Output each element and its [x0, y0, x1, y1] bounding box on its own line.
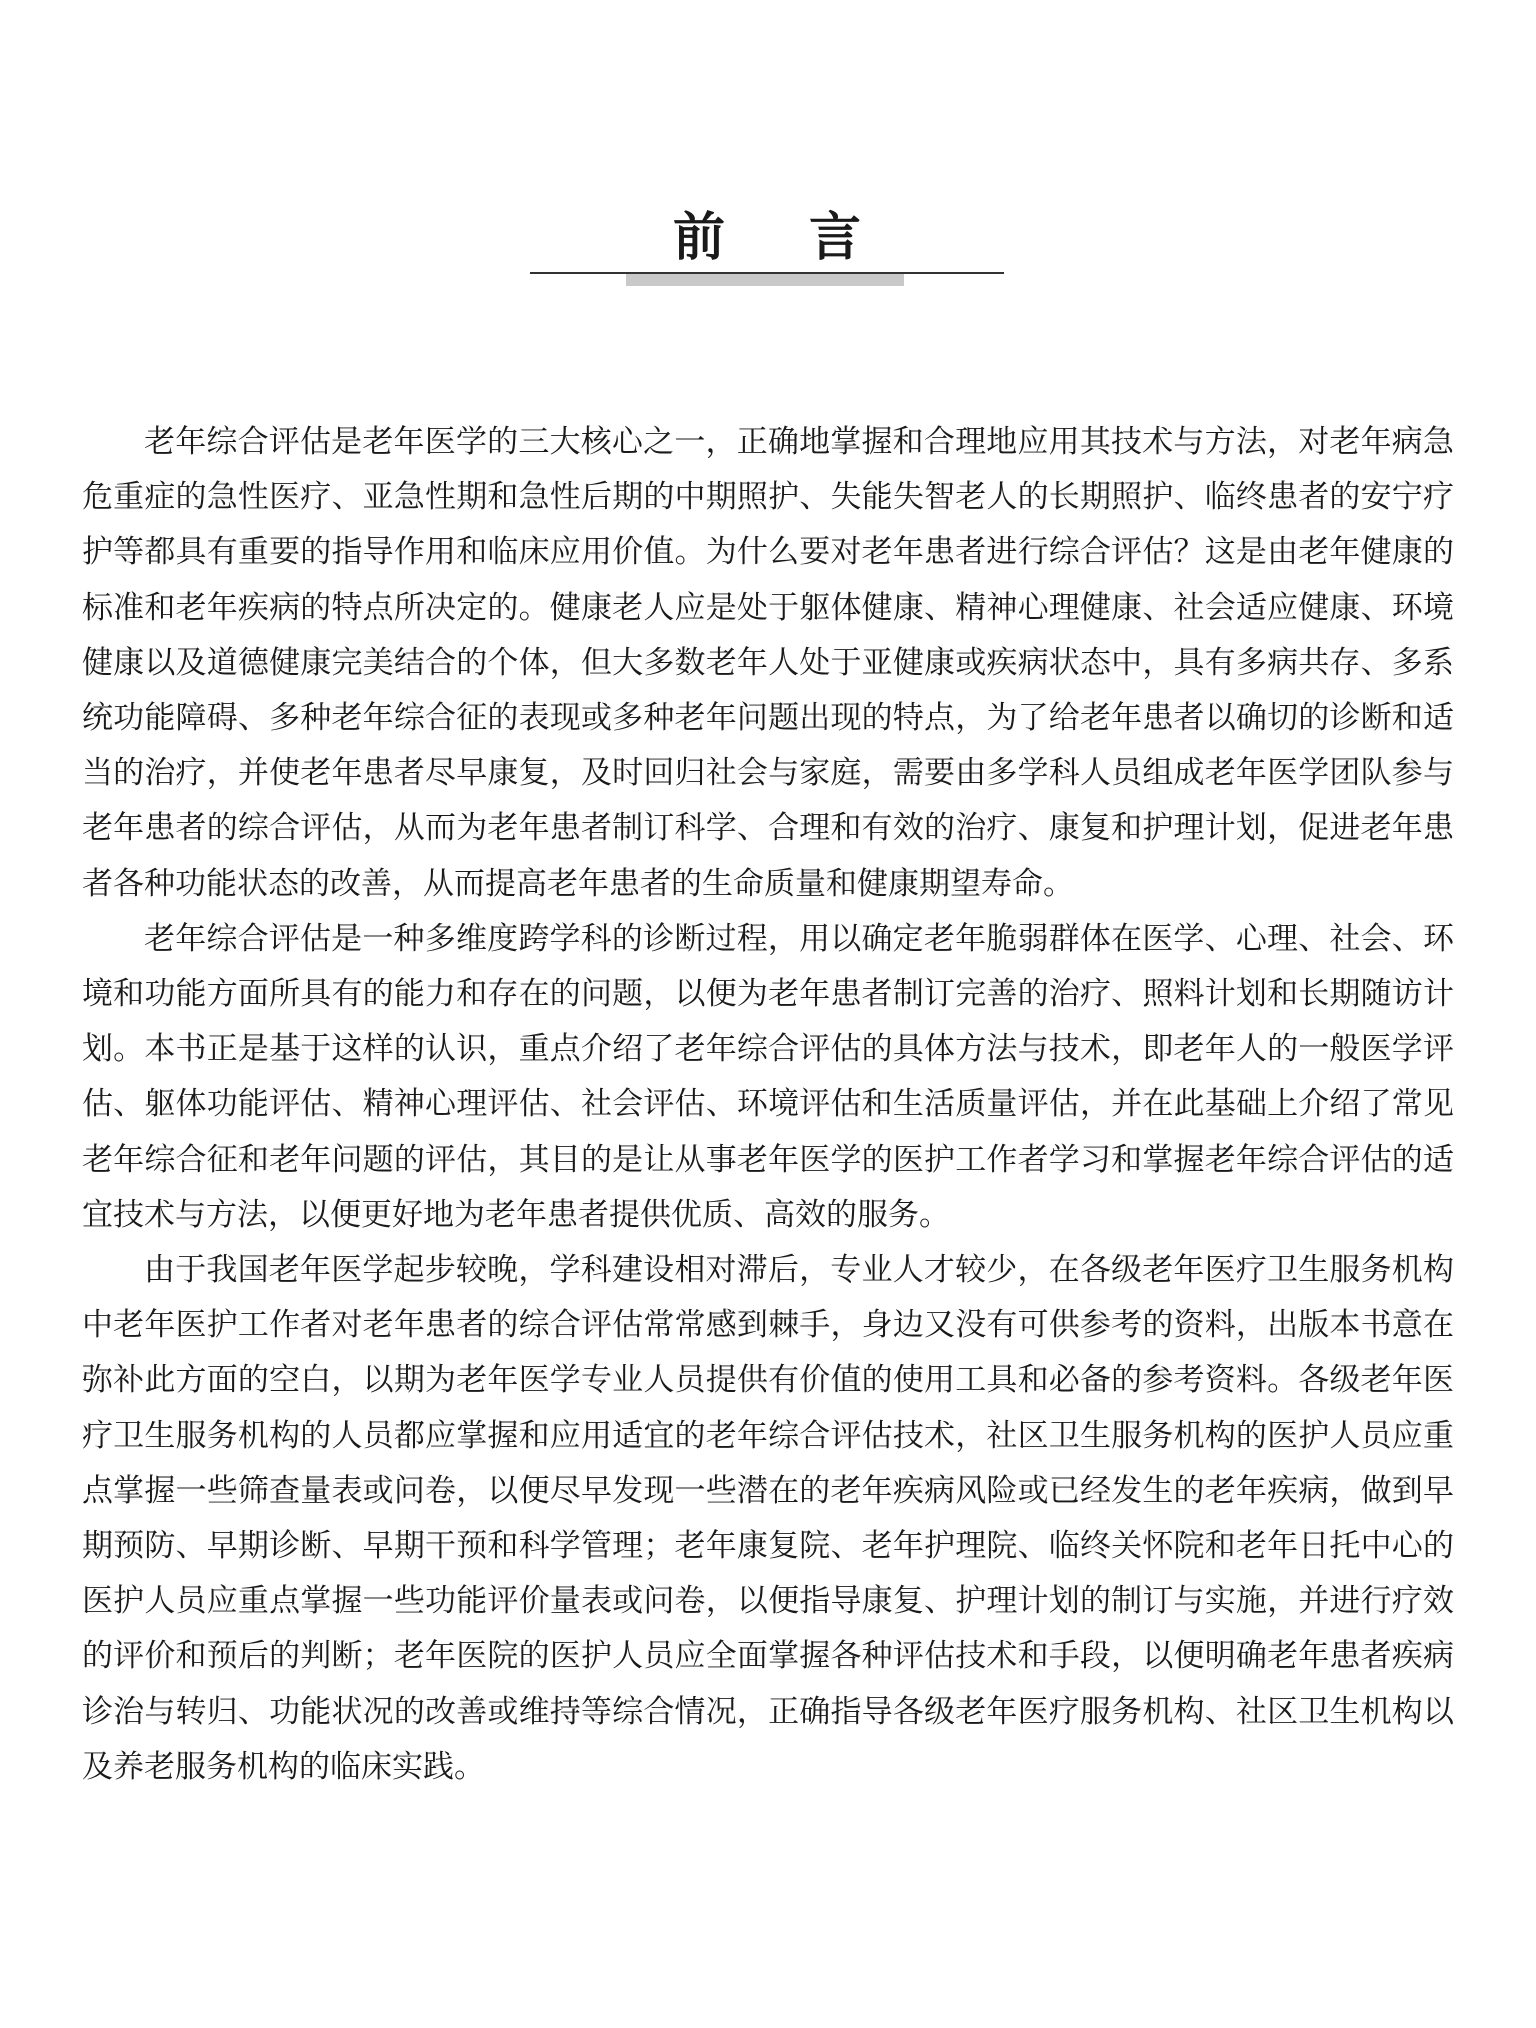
- title-underline-band: [626, 274, 904, 286]
- preface-body: [82, 415, 1454, 1795]
- paragraph: 老年综合评估是一种多维度跨学科的诊断过程，用以确定老年脆弱群体在医学、心理、社会、环境和功能方面所具有的能力和存在的问题，以便为老年患者制订完善的治疗、照料计划和长期随访计划。本书正是基于这样的认识，重点介绍了老年综合评估的具体方法与技术，即老年人的一般医学评估、躯体功能评估、精神心理评估、社会评估、环境评估和生活质量评估，并在此基础上介绍了常见老年综合征和老年问题的评估，其目的是让从事老年医学的医护工作者学习和掌握老年综合评估的适宜技术与方法，以便更好地为老年患者提供优质、高效的服务。: [82, 920, 1454, 1233]
- paragraph: 老年综合评估是老年医学的三大核心之一，正确地掌握和合理地应用其技术与方法，对老年病急危重症的急性医疗、亚急性期和急性后期的中期照护、失能失智老人的长期照护、临终患者的安宁疗护等都具有重要的指导作用和临床应用价值。为什么要对老年患者进行综合评估？这是由老年健康的标准和老年疾病的特点所决定的。健康老人应是处于躯体健康、精神心理健康、社会适应健康、环境健康以及道德健康完美结合的个体，但大多数老年人处于亚健康或疾病状态中，具有多病共存、多系统功能障碍、多种老年综合征的表现或多种老年问题出现的特点，为了给老年患者以确切的诊断和适当的治疗，并使老年患者尽早康复，及时回归社会与家庭，需要由多学科人员组成老年医学团队参与老年患者的综合评估，从而为老年患者制订科学、合理和有效的治疗、康复和护理计划，促进老年患者各种功能状态的改善，从而提高老年患者的生命质量和健康期望寿命。: [82, 424, 1454, 902]
- preface-heading: [530, 208, 1004, 308]
- paragraph: 由于我国老年医学起步较晚，学科建设相对滞后，专业人才较少，在各级老年医疗卫生服务机构中老年医护工作者对老年患者的综合评估常常感到棘手，身边又没有可供参考的资料，出版本书意在弥补此方面的空白，以期为老年医学专业人员提供有价值的使用工具和必备的参考资料。各级老年医疗卫生服务机构的人员都应掌握和应用适宜的老年综合评估技术，社区卫生服务机构的医护人员应重点掌握一些筛查量表或问卷，以便尽早发现一些潜在的老年疾病风险或已经发生的老年疾病，做到早期预防、早期诊断、早期干预和科学管理；老年康复院、老年护理院、临终关怀院和老年日托中心的医护人员应重点掌握一些功能评价量表或问卷，以便指导康复、护理计划的制订与实施，并进行疗效的评价和预后的判断；老年医院的医护人员应全面掌握各种评估技术和手段，以便明确老年患者疾病诊治与转归、功能状况的改善或维持等综合情况，正确指导各级老年医疗服务机构、社区卫生机构以及养老服务机构的临床实践。: [82, 1252, 1454, 1785]
- page-title: 前言: [672, 207, 945, 268]
